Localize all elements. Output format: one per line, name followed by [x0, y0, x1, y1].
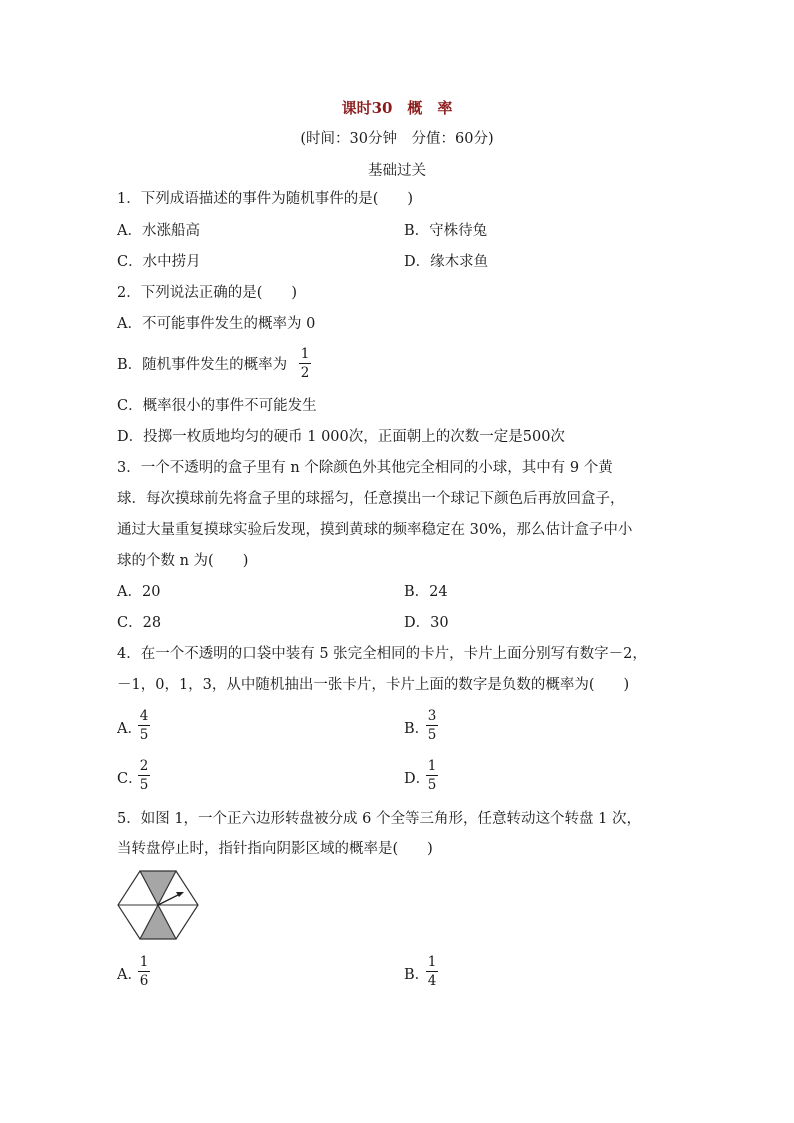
- q4-option-c-fraction: [138, 758, 150, 793]
- lesson-title: 课时30 概 率: [341, 99, 453, 117]
- fraction-bar: [138, 725, 150, 726]
- fraction-numerator: 1: [139, 954, 149, 970]
- q3-stem-line2: 球．每次摸球前先将盒子里的球摇匀，任意摸出一个球记下颜色后再放回盒子，: [117, 491, 625, 507]
- fraction-denominator: 6: [139, 973, 149, 989]
- q3-stem-line3: 通过大量重复摸球实验后发现，摸到黄球的频率稳定在 30%，那么估计盒子中小: [117, 522, 633, 538]
- fraction-numerator: 2: [139, 758, 149, 774]
- spinner-shaded-bottom: [140, 905, 176, 939]
- q3-option-b: B．24: [404, 584, 448, 600]
- q3-option-c: C．28: [117, 615, 162, 631]
- fraction-numerator: 4: [139, 708, 149, 724]
- q4-option-a-label: A．: [117, 721, 142, 737]
- q5-option-a-fraction: [138, 954, 150, 989]
- q4-stem-line2: －1，0，1，3，从中随机抽出一张卡片，卡片上面的数字是负数的概率为( ): [117, 677, 630, 693]
- spinner-shaded-top: [140, 871, 176, 905]
- q1-stem: 1．下列成语描述的事件为随机事件的是( ): [117, 191, 414, 207]
- fraction-denominator: 4: [427, 973, 437, 989]
- q2-option-d: D．投掷一枚质地均匀的硬币 1 000次，正面朝上的次数一定是500次: [117, 429, 565, 445]
- q5-stem-line1: 5．如图 1，一个正六边形转盘被分成 6 个全等三角形，任意转动这个转盘 1 次，: [117, 811, 641, 827]
- q5-option-a-label: A．: [117, 967, 142, 983]
- q4-option-b-fraction: [426, 708, 438, 743]
- fraction-numerator: 1: [427, 954, 437, 970]
- q4-option-c-label: C．: [117, 771, 143, 787]
- fraction-numerator: 1: [427, 758, 437, 774]
- q2-option-b-fraction: [299, 346, 311, 381]
- q4-option-a-fraction: [138, 708, 150, 743]
- q5-option-b-fraction: [426, 954, 438, 989]
- hexagon-spinner-figure: [116, 869, 200, 941]
- fraction-bar: [299, 363, 311, 364]
- fraction-bar: [138, 971, 150, 972]
- q4-option-d-label: D．: [404, 771, 431, 787]
- q4-stem-line1: 4．在一个不透明的口袋中装有 5 张完全相同的卡片，卡片上面分别写有数字－2，: [117, 646, 647, 662]
- q5-stem-line2: 当转盘停止时，指针指向阴影区域的概率是( ): [117, 841, 433, 857]
- q3-stem-line1: 3．一个不透明的盒子里有 n 个除颜色外其他完全相同的小球，其中有 9 个黄: [117, 460, 613, 476]
- q4-option-b-label: B．: [404, 721, 430, 737]
- fraction-bar: [426, 725, 438, 726]
- q2-stem: 2．下列说法正确的是( ): [117, 285, 298, 301]
- q2-option-c: C．概率很小的事件不可能发生: [117, 398, 317, 414]
- fraction-bar: [138, 775, 150, 776]
- q2-option-b: B．随机事件发生的概率为: [117, 357, 288, 373]
- fraction-denominator: 5: [427, 727, 437, 743]
- time-score-info: (时间：30分钟 分值：60分): [300, 131, 494, 147]
- fraction-numerator: 1: [300, 346, 310, 362]
- q4-option-d-fraction: [426, 758, 438, 793]
- q3-stem-line4: 球的个数 n 为( ): [117, 553, 249, 569]
- q1-option-b: B．守株待兔: [404, 223, 488, 239]
- fraction-denominator: 5: [427, 777, 437, 793]
- q3-option-a: A．20: [117, 584, 161, 600]
- fraction-bar: [426, 971, 438, 972]
- q1-option-a: A．水涨船高: [117, 223, 200, 239]
- section-heading: 基础过关: [368, 163, 426, 179]
- q2-option-a: A．不可能事件发生的概率为 0: [117, 316, 316, 332]
- q1-option-d: D．缘木求鱼: [404, 254, 489, 270]
- fraction-denominator: 5: [139, 727, 149, 743]
- q5-option-b-label: B．: [404, 967, 430, 983]
- fraction-denominator: 2: [300, 365, 310, 381]
- spinner-pointer-arrowhead-icon: [176, 892, 184, 897]
- fraction-numerator: 3: [427, 708, 437, 724]
- fraction-denominator: 5: [139, 777, 149, 793]
- q3-option-d: D．30: [404, 615, 449, 631]
- fraction-bar: [426, 775, 438, 776]
- q1-option-c: C．水中捞月: [117, 254, 201, 270]
